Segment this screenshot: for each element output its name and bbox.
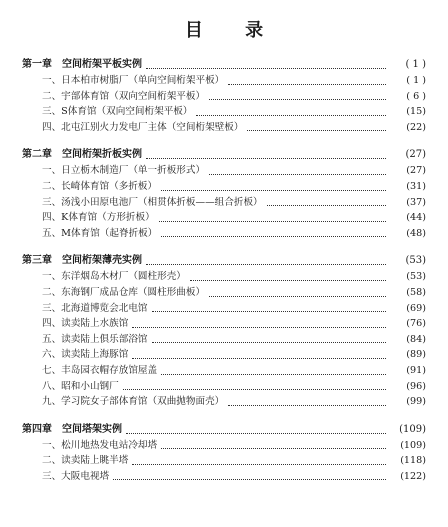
entry-page-number: (48)	[406, 227, 426, 239]
dot-leader	[190, 280, 386, 281]
dot-leader	[196, 115, 386, 116]
entry-page-number: (69)	[406, 302, 426, 314]
chapter-title: 空间桁架平板实例	[62, 59, 142, 70]
entry-page-number: (109)	[400, 439, 426, 451]
toc-entry[interactable]	[22, 210, 426, 226]
dot-leader	[146, 158, 386, 159]
toc-entry[interactable]	[22, 120, 426, 136]
chapter-title: 空间桁架薄壳实例	[62, 255, 142, 267]
chapter-label	[22, 421, 122, 438]
toc-entry[interactable]	[22, 332, 426, 348]
chapter-section	[22, 146, 426, 241]
entry-label: 二、东海钢厂成品仓库（圆柱形曲板）	[42, 286, 206, 298]
entry-page-number: (31)	[406, 180, 426, 192]
dot-leader	[159, 221, 386, 222]
entry-label: 六、读卖陆上海豚馆	[42, 349, 129, 361]
toc-entry[interactable]	[22, 226, 426, 242]
entry-page-number: (53)	[406, 271, 426, 283]
entry-label: 九、学习院女子部体育馆（双曲抛物面壳）	[42, 396, 225, 408]
dot-leader	[161, 236, 386, 237]
entry-page-number: (44)	[406, 212, 426, 224]
entry-label: 二、宇部体育馆（双向空间桁架平板）	[42, 90, 206, 102]
dot-leader	[161, 448, 386, 449]
entry-label: 七、丰岛园衣帽存放馆屋盖	[42, 364, 158, 376]
chapter-page-number: (109)	[399, 423, 426, 435]
dot-leader	[161, 374, 386, 375]
entry-label: 二、读卖陆上眺半塔	[42, 455, 129, 467]
toc-entry[interactable]	[22, 285, 426, 301]
dot-leader	[132, 358, 386, 359]
dot-leader	[228, 84, 386, 85]
toc-entry[interactable]	[22, 73, 426, 89]
toc-entry[interactable]	[22, 104, 426, 120]
entry-page-number: (76)	[406, 318, 426, 330]
toc-entry[interactable]	[22, 394, 426, 410]
entry-page-number: (89)	[406, 349, 426, 361]
entry-page-number: (58)	[406, 286, 426, 298]
entry-page-number: (118)	[400, 455, 426, 467]
entry-page-number: (27)	[406, 165, 426, 177]
toc-entry[interactable]	[22, 179, 426, 195]
entry-label: 一、松川地热发电站冷却塔	[42, 439, 158, 451]
chapter-title: 空间桁架折板实例	[62, 149, 142, 161]
chapter-page-number: ( 1 )	[405, 59, 426, 70]
chapter-heading[interactable]	[22, 252, 426, 269]
chapter-title: 空间塔架实例	[62, 423, 122, 435]
dot-leader	[126, 433, 386, 434]
chapter-label	[22, 252, 142, 269]
chapter-number: 第三章	[22, 255, 52, 267]
toc-entry[interactable]	[22, 453, 426, 469]
toc-entry[interactable]	[22, 347, 426, 363]
entry-page-number: ( 1 )	[406, 75, 426, 86]
toc-entry[interactable]	[22, 469, 426, 485]
chapter-label	[22, 56, 142, 73]
entry-label: 五、读卖陆上俱乐部浴馆	[42, 333, 148, 345]
entry-label: 四、K体育馆（方形折板）	[42, 212, 155, 224]
dot-leader	[132, 464, 386, 465]
toc-entry[interactable]	[22, 195, 426, 211]
dot-leader	[228, 405, 386, 406]
dot-leader	[247, 130, 386, 131]
dot-leader	[209, 99, 386, 100]
toc-entry[interactable]	[22, 301, 426, 317]
chapter-gap	[22, 135, 426, 144]
entry-page-number: (96)	[406, 380, 426, 392]
toc-entry[interactable]	[22, 163, 426, 179]
entry-label: 三、S体育馆（双向空间桁架平板）	[42, 106, 193, 118]
chapter-heading[interactable]	[22, 56, 426, 73]
chapter-label	[22, 146, 142, 163]
chapter-page-number: (27)	[405, 149, 426, 161]
chapter-section	[22, 421, 426, 485]
chapter-gap	[22, 241, 426, 250]
dot-leader	[123, 389, 386, 390]
entry-page-number: (22)	[406, 121, 426, 133]
toc-entry[interactable]	[22, 438, 426, 454]
toc-entry[interactable]	[22, 379, 426, 395]
entry-label: 四、读卖陆上水族馆	[42, 318, 129, 330]
entry-page-number: ( 6 )	[406, 90, 426, 102]
dot-leader	[209, 296, 386, 297]
chapter-heading[interactable]	[22, 421, 426, 438]
toc-entry[interactable]	[22, 316, 426, 332]
chapter-page-number: (53)	[405, 255, 426, 267]
toc-entry[interactable]	[22, 269, 426, 285]
entry-page-number: (37)	[406, 196, 426, 208]
page-title: 目 录	[184, 20, 282, 41]
entry-label: 三、汤浅小田原电池厂（相贯体折板——组合折板）	[42, 196, 263, 208]
chapter-number: 第四章	[22, 423, 52, 435]
chapter-number: 第二章	[22, 149, 52, 161]
dot-leader	[161, 190, 386, 191]
chapter-gap	[22, 410, 426, 419]
chapter-section	[22, 252, 426, 409]
dot-leader	[113, 479, 386, 480]
toc-entry[interactable]	[22, 363, 426, 379]
chapter-number: 第一章	[22, 59, 52, 70]
entry-label: 八、昭和小山钢厂	[42, 380, 119, 392]
entry-page-number: (15)	[406, 106, 426, 118]
dot-leader	[132, 327, 386, 328]
dot-leader	[152, 342, 386, 343]
toc-entry[interactable]	[22, 89, 426, 105]
dot-leader	[146, 264, 386, 265]
entry-page-number: (99)	[406, 396, 426, 408]
entry-label: 三、大阪电视塔	[42, 470, 110, 482]
entry-label: 一、日本柏市树脂厂（单向空间桁架平板）	[42, 75, 225, 86]
entry-page-number: (122)	[400, 470, 426, 482]
entry-page-number: (84)	[406, 333, 426, 345]
entry-label: 五、M体育馆（起脊折板）	[42, 227, 158, 239]
chapter-heading[interactable]	[22, 146, 426, 163]
entry-page-number: (91)	[406, 364, 426, 376]
dot-leader	[146, 68, 386, 69]
entry-label: 一、日立栃木制造厂（单一折板形式）	[42, 165, 206, 177]
dot-leader	[152, 311, 386, 312]
chapter-section	[22, 56, 426, 135]
entry-label: 四、北屯江别火力发电厂主体（空间桁架壁板）	[42, 121, 244, 133]
dot-leader	[209, 174, 386, 175]
entry-label: 三、北海道博览会北电馆	[42, 302, 148, 314]
entry-label: 一、东洋烟岛木材厂（圆柱形壳）	[42, 271, 186, 283]
dot-leader	[267, 205, 386, 206]
table-of-contents	[22, 56, 426, 484]
entry-label: 二、长崎体育馆（多折板）	[42, 180, 158, 192]
